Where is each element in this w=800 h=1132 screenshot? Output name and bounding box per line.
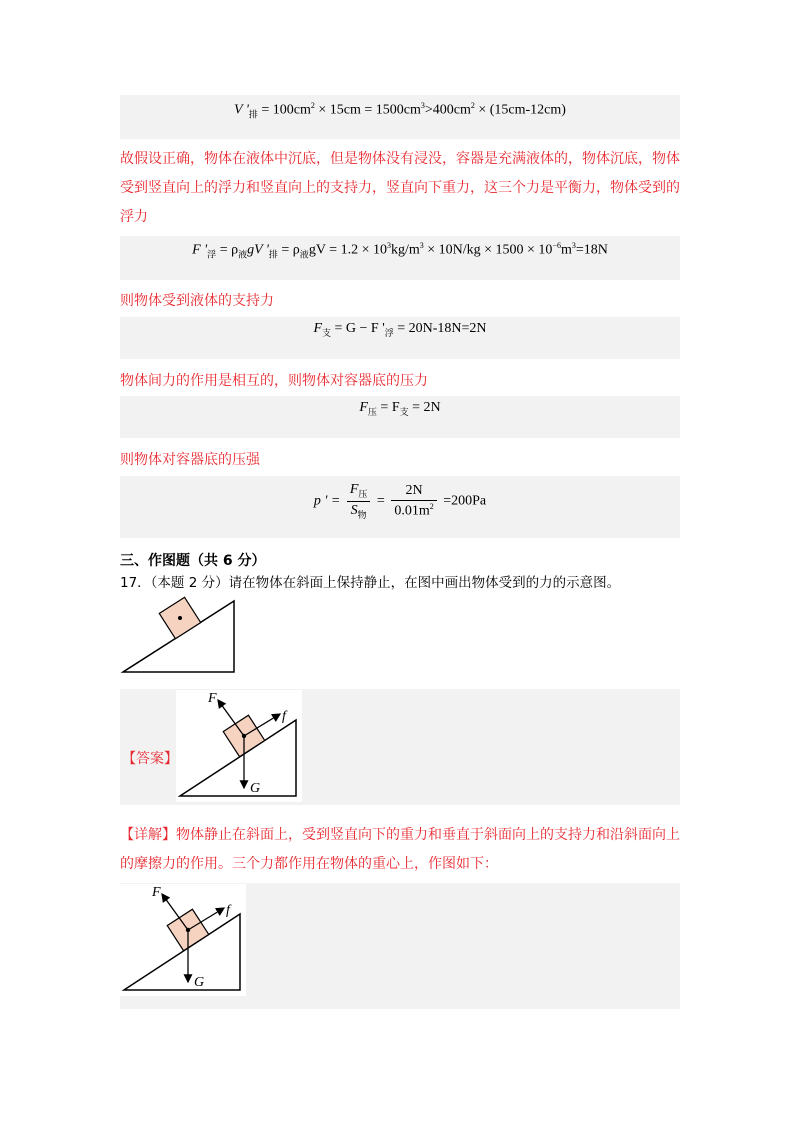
formula-box-5 xyxy=(120,476,680,538)
answer-figure-forces xyxy=(176,690,302,802)
formula-pressure: p ' = $\frac{F_压}{S_物}$ = $\frac{2N}{0.01m^2}$ =200Pa xyxy=(313,482,487,520)
label-G: G xyxy=(194,975,205,990)
center-of-mass-dot xyxy=(178,616,182,620)
formula-buoyant-force: F '$_浮 = \rho_液gV$ '$_排 = \rho_液gV = 1.2 \times 10^3kg/m^3 \times 10N/kg \times 1500 \times 10^{-6}m^3=18N$ xyxy=(192,241,608,260)
answer-label: 【答案】 xyxy=(122,751,178,767)
formula-displaced-volume: V '$_排 = 100cm^2 \times 15cm = 1500cm^3>400cm^2 \times (15cm-12cm)$ xyxy=(234,101,566,120)
section-heading: 三、作图题（共 6 分） xyxy=(120,553,266,569)
explanation-label: 【详解】 xyxy=(120,827,176,843)
label-G: G xyxy=(250,781,261,796)
question-figure-incline xyxy=(118,596,240,676)
fraction-force-area: $\frac{F_压}{S_物}$ xyxy=(347,482,371,521)
formula-support-force: $F_支 = G - F$ '$_浮 = 20N-18N=2N$ xyxy=(313,321,487,338)
formula-box-4 xyxy=(120,396,680,438)
paragraph-pressure: 则物体对容器底的压强 xyxy=(120,452,260,468)
paragraph-support-force: 则物体受到液体的支持力 xyxy=(120,293,274,309)
formula-pressure-force: $F_压 = F_支 = 2N$ xyxy=(359,400,441,417)
formula-box-2 xyxy=(120,236,680,280)
label-F: F xyxy=(208,691,217,706)
explanation-text: 物体静止在斜面上，受到竖直向下的重力和垂直于斜面向上的支持力和沿斜面向上的摩擦力的作用。三个力都作用在物体的重心上，作图如下： xyxy=(120,827,680,872)
label-f: f xyxy=(282,709,286,724)
formula-box-1 xyxy=(120,95,680,139)
label-F: F xyxy=(152,885,161,900)
explanation-paragraph xyxy=(120,821,680,879)
formula-box-3 xyxy=(120,317,680,359)
explanation-figure-forces xyxy=(120,884,246,996)
question-17: 17．（本题 2 分）请在物体在斜面上保持静止，在图中画出物体受到的力的示意图。 xyxy=(120,575,621,591)
fraction-values: $\frac{2N}{0.01m^2}$ xyxy=(391,483,436,520)
center-of-mass-dot xyxy=(186,928,190,932)
label-f: f xyxy=(226,903,230,918)
paragraph-pressure-force: 物体间力的作用是相互的，则物体对容器底的压力 xyxy=(120,373,428,389)
paragraph-sinking-analysis: 故假设正确，物体在液体中沉底，但是物体没有浸没，容器是充满液体的，物体沉底，物体受到竖直向上的浮力和竖直向上的支持力，竖直向下重力，这三个力是平衡力，物体受到的浮力 xyxy=(120,151,680,225)
center-of-mass-dot xyxy=(242,734,246,738)
